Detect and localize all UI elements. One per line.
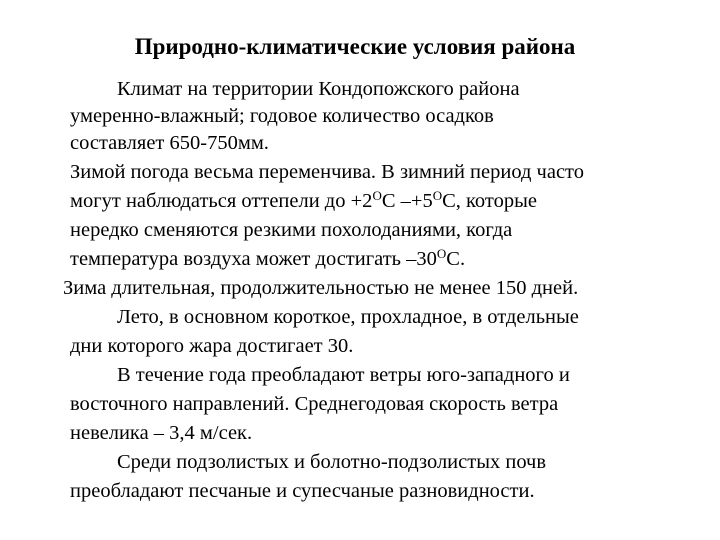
soil-line-1: Среди подзолистых и болотно-подзолистых почв: [117, 451, 547, 473]
climate-line-1: Климат на территории Кондопожского района: [117, 78, 520, 100]
degree-mark: О: [432, 187, 443, 203]
wind-line-1: В течение года преобладают ветры юго-западного и: [117, 364, 570, 386]
winter-line-1: Зимой погода весьма переменчива. В зимний период часто: [70, 161, 584, 183]
climate-line-2: умеренно-влажный; годовое количество осадков: [70, 105, 494, 127]
wind-line-3: невелика – 3,4 м/сек.: [70, 422, 253, 444]
winter-line-2: могут наблюдаться оттепели до $+2^ОС$ $-+5^ОС$, которые: [70, 187, 537, 212]
degree-mark: О: [372, 187, 382, 203]
winter-line-4: температура воздуха может достигать $-30^ОС$.: [70, 245, 466, 270]
slide-title: Природно-климатические условия района: [134, 34, 576, 59]
summer-line-1: Лето, в основном короткое, прохладное, в отдельные: [117, 306, 579, 328]
soil-line-2: преобладают песчаные и супесчаные разновидности.: [70, 480, 535, 502]
winter-line-3: нередко сменяются резкими похолоданиями, когда: [70, 219, 513, 241]
wind-line-2: восточного направлений. Среднегодовая скорость ветра: [70, 393, 559, 415]
degree-mark: О: [436, 245, 447, 261]
winter-duration-line: Зима длительная, продолжительностью не менее 150 дней.: [63, 277, 579, 299]
summer-line-2: дни которого жара достигает 30.: [70, 335, 354, 357]
climate-line-3: составляет 650-750мм.: [70, 132, 269, 154]
